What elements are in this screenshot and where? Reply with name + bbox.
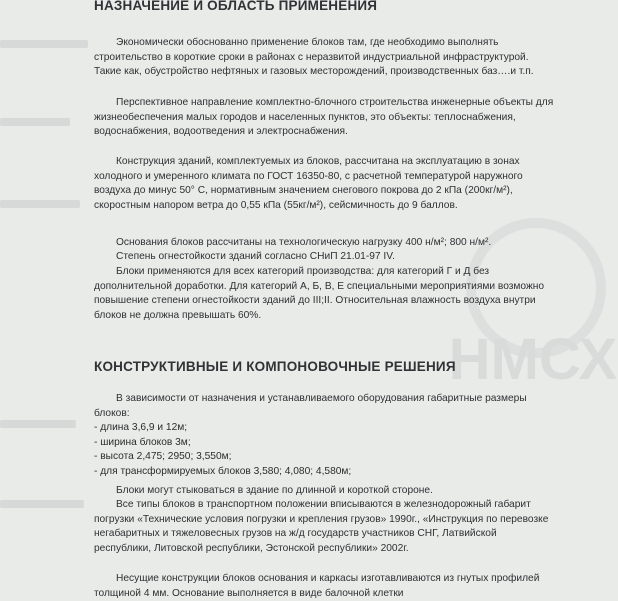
paragraph-foundations: [94, 236, 554, 251]
paragraph-text: Блоки могут стыковаться в здание по длинной и короткой стороне.: [116, 485, 433, 496]
bleed-through-line: [0, 500, 84, 508]
list-item: - длина 3,6,9 и 12м;: [94, 422, 188, 434]
paragraph-prospective: [94, 96, 554, 140]
bleed-through-line: [0, 200, 80, 208]
bleed-through-line: [0, 118, 70, 126]
paragraph-transport: [94, 498, 554, 556]
paragraph-text: Степень огнестойкости зданий согласно СНиП 21.01-97 IV.: [116, 251, 395, 262]
logo-word: НМСХ: [448, 327, 618, 392]
paragraph-text: Конструкция зданий, комплектуемых из блоков, рассчитана на эксплуатацию в зонах холодного и умеренного климата по ГОСТ 16350-80, с расчетной температурой наружного воздуха до минус 50° С, нормативным значением снегового покрова до 2 кПа (200кг/м²), скоростным напором ветра до 0,55 кПа (55кг/м²), сейсмичность до 9 баллов.: [94, 156, 523, 211]
section-heading-design: КОНСТРУКТИВНЫЕ И КОМПОНОВОЧНЫЕ РЕШЕНИЯ: [94, 359, 456, 374]
paragraph-construction: [94, 155, 554, 213]
list-item: - ширина блоков 3м;: [94, 436, 191, 448]
section-heading-purpose: НАЗНАЧЕНИЕ И ОБЛАСТЬ ПРИМЕНЕНИЯ: [94, 0, 378, 13]
list-item: - для трансформируемых блоков 3,580; 4,080; 4,580м;: [94, 465, 352, 477]
paragraph-dimensions: [94, 392, 554, 480]
bleed-through-line: [0, 420, 76, 428]
paragraph-text: Блоки применяются для всех категорий производства: для категорий Г и Д без дополнительной доработки. Для категорий А, Б, В, Е специальными мероприятиями возможно повышение степени огнестойкости зданий до III;II. Относительная влажность воздуха внутри блоков не должна превышать 60%.: [94, 266, 545, 321]
paragraph-docking: [94, 484, 554, 499]
list-item: - высота 2,475; 2950; 3,550м;: [94, 451, 232, 463]
dimensions-list: [94, 421, 554, 479]
paragraph-text: В зависимости от назначения и устанавливаемого оборудования габаритные размеры блоков:: [94, 393, 527, 419]
paragraph-text: Экономически обоснованно применение блоков там, где необходимо выполнять строительство в короткие сроки в районах с неразвитой индустриальной инфраструктурой. Такие как, обустройство нефтяных и газовых месторождений, производственных баз….и т.п.: [94, 37, 534, 78]
paragraph-categories: [94, 265, 554, 323]
paragraph-text: Все типы блоков в транспортном положении вписываются в железнодорожный габарит погрузки «Технические условия погрузки и крепления грузов» 1990г., «Инструкция по перевозке негабаритных и тяжеловесных грузов на ж/д государств участников СНГ, Латвийской республики, Литовской республики, Эстонской республики» 2002г.: [94, 499, 549, 554]
paragraph-text: Перспективное направление комплектно-блочного строительства инженерные объекты для жизнеобеспечения малых городов и населенных пунктов, это объекты: теплоснабжения, водоснабжения, водоотведения и электроснабжения.: [94, 97, 554, 138]
paragraph-economic: [94, 36, 554, 80]
bleed-through-line: [0, 40, 88, 48]
paragraph-fire-resistance: [94, 250, 554, 265]
paragraph-text: Несущие конструкции блоков основания и каркасы изготавливаются из гнутых профилей толщиной 4 мм. Основание выполняется в виде балочной клетки: [94, 573, 540, 599]
paragraph-text: Основания блоков рассчитаны на технологическую нагрузку 400 н/м²; 800 н/м².: [116, 237, 492, 248]
paragraph-load-bearing: [94, 572, 554, 601]
